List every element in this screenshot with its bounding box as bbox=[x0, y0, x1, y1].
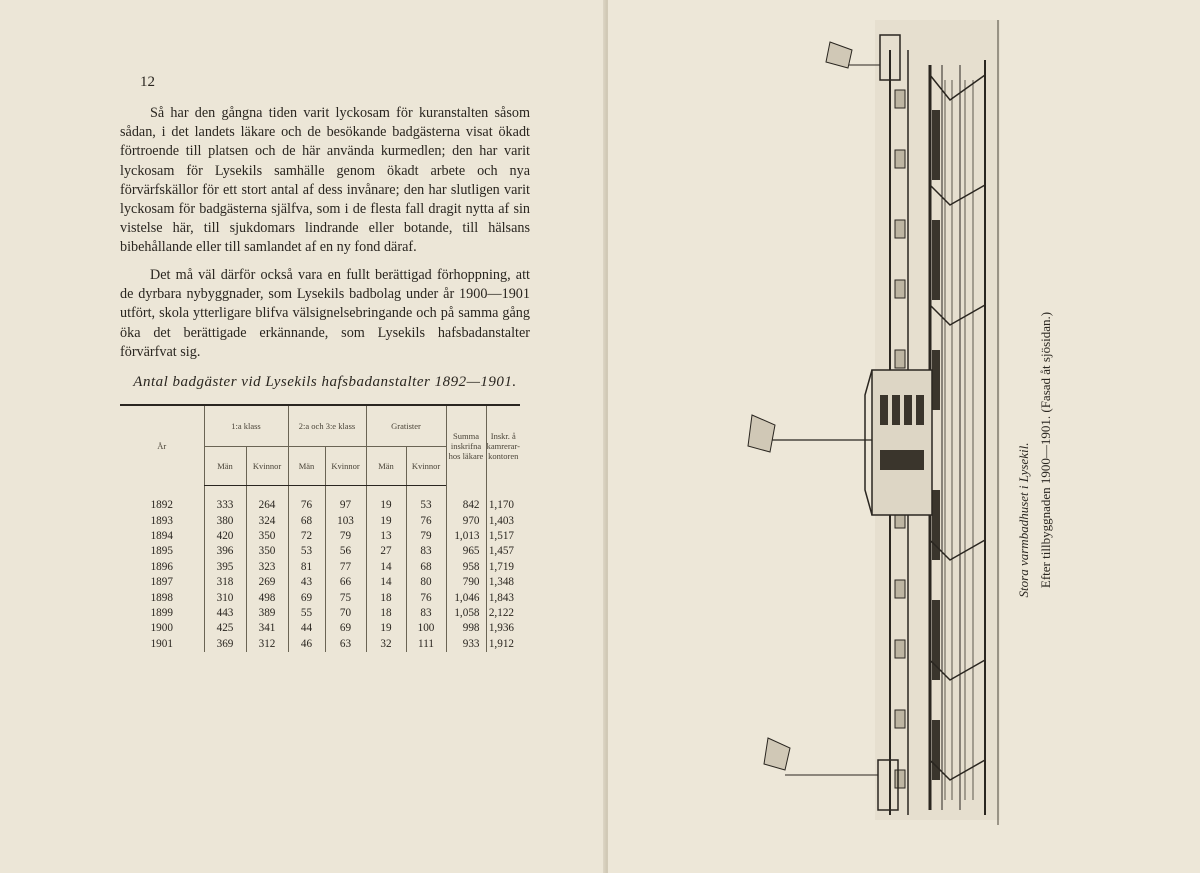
table-row bbox=[120, 606, 520, 621]
value-cell: 79 bbox=[325, 529, 366, 544]
man-header: Män bbox=[288, 447, 325, 486]
value-cell: 53 bbox=[288, 544, 325, 559]
table-row bbox=[120, 560, 520, 575]
value-cell: 18 bbox=[366, 590, 406, 605]
value-cell: 350 bbox=[246, 529, 288, 544]
value-cell: 72 bbox=[288, 529, 325, 544]
value-cell: 69 bbox=[288, 590, 325, 605]
value-cell: 396 bbox=[204, 544, 246, 559]
value-cell: 269 bbox=[246, 575, 288, 590]
value-cell: 965 bbox=[446, 544, 486, 559]
value-cell: 389 bbox=[246, 606, 288, 621]
value-cell: 318 bbox=[204, 575, 246, 590]
value-cell: 56 bbox=[325, 544, 366, 559]
year-cell: 1900 bbox=[150, 622, 173, 635]
year-cell: 1897 bbox=[150, 576, 173, 589]
table-row bbox=[120, 621, 520, 636]
value-cell: 369 bbox=[204, 637, 246, 652]
caption-line-1: Stora varmbadhuset i Lysekil. bbox=[1016, 442, 1031, 598]
value-cell: 63 bbox=[325, 637, 366, 652]
value-cell: 69 bbox=[325, 621, 366, 636]
table-row bbox=[120, 637, 520, 652]
value-cell: 14 bbox=[366, 560, 406, 575]
paragraph-1: Så har den gångna tiden varit lyckosam för kuranstalten såsom sådan, i det landets läkare och de besökande badgästerna visat ökadt förtroende till platsen och de här använda kurmedlen; den har varit lyckosam för Lysekils samhälle genom ökadt arbete och nya förvärfskällor för ett stort antal af dess invånare; den har slutligen varit lyckosam för badgästerna själfva, som i de flesta fall dragit nytta af sin vistelse här, till sjukdomars lindrande eller botande, till hälsans bibehållande eller till samlandet af en ny fond däraf. bbox=[120, 105, 530, 256]
year-cell: 1895 bbox=[150, 545, 173, 558]
value-cell: 350 bbox=[246, 544, 288, 559]
value-cell: 70 bbox=[325, 606, 366, 621]
kvinnor-header: Kvinnor bbox=[325, 447, 366, 486]
value-cell: 44 bbox=[288, 621, 325, 636]
inskr-header: Inskr. å kamrerar-kontoren bbox=[486, 405, 520, 486]
value-cell: 81 bbox=[288, 560, 325, 575]
kvinnor-header: Kvinnor bbox=[246, 447, 288, 486]
year-header: År bbox=[157, 440, 167, 451]
value-cell: 27 bbox=[366, 544, 406, 559]
value-cell: 958 bbox=[446, 560, 486, 575]
value-cell: 341 bbox=[246, 621, 288, 636]
value-cell: 53 bbox=[406, 486, 446, 514]
table-row bbox=[120, 529, 520, 544]
value-cell: 1,013 bbox=[446, 529, 486, 544]
value-cell: 1,517 bbox=[486, 529, 520, 544]
kvinnor-header: Kvinnor bbox=[406, 447, 446, 486]
value-cell: 19 bbox=[366, 621, 406, 636]
value-cell: 1,403 bbox=[486, 513, 520, 528]
table-body bbox=[120, 486, 520, 652]
value-cell: 380 bbox=[204, 513, 246, 528]
value-cell: 83 bbox=[406, 606, 446, 621]
value-cell: 790 bbox=[446, 575, 486, 590]
year-cell: 1893 bbox=[150, 514, 173, 527]
value-cell: 420 bbox=[204, 529, 246, 544]
value-cell: 1,457 bbox=[486, 544, 520, 559]
value-cell: 111 bbox=[406, 637, 446, 652]
value-cell: 66 bbox=[325, 575, 366, 590]
value-cell: 83 bbox=[406, 544, 446, 559]
value-cell: 77 bbox=[325, 560, 366, 575]
value-cell: 312 bbox=[246, 637, 288, 652]
year-cell: 1899 bbox=[150, 606, 173, 619]
caption-line-2: Efter tillbyggnaden 1900—1901. (Fasad åt sjösidan.) bbox=[1038, 311, 1053, 589]
value-cell: 498 bbox=[246, 590, 288, 605]
gratis-header: Gratister bbox=[366, 405, 446, 447]
value-cell: 310 bbox=[204, 590, 246, 605]
value-cell: 76 bbox=[288, 486, 325, 514]
value-cell: 1,843 bbox=[486, 590, 520, 605]
value-cell: 2,122 bbox=[486, 606, 520, 621]
bathhouse-facade-illustration bbox=[640, 20, 1030, 850]
value-cell: 425 bbox=[204, 621, 246, 636]
value-cell: 103 bbox=[325, 513, 366, 528]
value-cell: 1,170 bbox=[486, 486, 520, 514]
table-title: Antal badgäster vid Lysekils hafsbadanstalter 1892—1901. bbox=[133, 374, 517, 390]
value-cell: 75 bbox=[325, 590, 366, 605]
table-row bbox=[120, 513, 520, 528]
value-cell: 970 bbox=[446, 513, 486, 528]
value-cell: 14 bbox=[366, 575, 406, 590]
value-cell: 55 bbox=[288, 606, 325, 621]
value-cell: 1,936 bbox=[486, 621, 520, 636]
value-cell: 1,719 bbox=[486, 560, 520, 575]
value-cell: 324 bbox=[246, 513, 288, 528]
class23-header: 2:a och 3:e klass bbox=[288, 405, 366, 447]
value-cell: 76 bbox=[406, 590, 446, 605]
value-cell: 395 bbox=[204, 560, 246, 575]
figure-caption bbox=[1010, 270, 1060, 610]
value-cell: 1,046 bbox=[446, 590, 486, 605]
value-cell: 1,912 bbox=[486, 637, 520, 652]
paragraph-2: Det må väl därför också vara en fullt berättigad förhoppning, att de dyrbara nybyggnader, som Lysekils badbolag under år 1900—1901 utfört, skola ytterligare blifva välsignelsebringande och på samma gång öka det berättigade erkännande, som Lysekils hafsbadanstalter förvärfvat sig. bbox=[120, 267, 530, 360]
class1-header: 1:a klass bbox=[204, 405, 288, 447]
year-cell: 1901 bbox=[150, 637, 173, 650]
value-cell: 323 bbox=[246, 560, 288, 575]
guest-statistics-table bbox=[120, 404, 520, 652]
value-cell: 13 bbox=[366, 529, 406, 544]
table-row bbox=[120, 486, 520, 514]
man-header: Män bbox=[204, 447, 246, 486]
table-row bbox=[120, 575, 520, 590]
value-cell: 19 bbox=[366, 513, 406, 528]
value-cell: 19 bbox=[366, 486, 406, 514]
year-cell: 1892 bbox=[150, 498, 173, 511]
value-cell: 68 bbox=[288, 513, 325, 528]
value-cell: 264 bbox=[246, 486, 288, 514]
year-cell: 1894 bbox=[150, 529, 173, 542]
value-cell: 100 bbox=[406, 621, 446, 636]
man-header: Män bbox=[366, 447, 406, 486]
year-cell: 1896 bbox=[150, 560, 173, 573]
value-cell: 68 bbox=[406, 560, 446, 575]
value-cell: 46 bbox=[288, 637, 325, 652]
value-cell: 32 bbox=[366, 637, 406, 652]
summa-header: Summa inskrifna hos läkare bbox=[446, 405, 486, 486]
value-cell: 80 bbox=[406, 575, 446, 590]
table-row bbox=[120, 590, 520, 605]
value-cell: 842 bbox=[446, 486, 486, 514]
value-cell: 97 bbox=[325, 486, 366, 514]
value-cell: 1,348 bbox=[486, 575, 520, 590]
value-cell: 18 bbox=[366, 606, 406, 621]
value-cell: 333 bbox=[204, 486, 246, 514]
value-cell: 76 bbox=[406, 513, 446, 528]
value-cell: 1,058 bbox=[446, 606, 486, 621]
page-number: 12 bbox=[140, 74, 155, 90]
table-row bbox=[120, 544, 520, 559]
value-cell: 79 bbox=[406, 529, 446, 544]
value-cell: 443 bbox=[204, 606, 246, 621]
value-cell: 933 bbox=[446, 637, 486, 652]
value-cell: 43 bbox=[288, 575, 325, 590]
year-cell: 1898 bbox=[150, 591, 173, 604]
value-cell: 998 bbox=[446, 621, 486, 636]
